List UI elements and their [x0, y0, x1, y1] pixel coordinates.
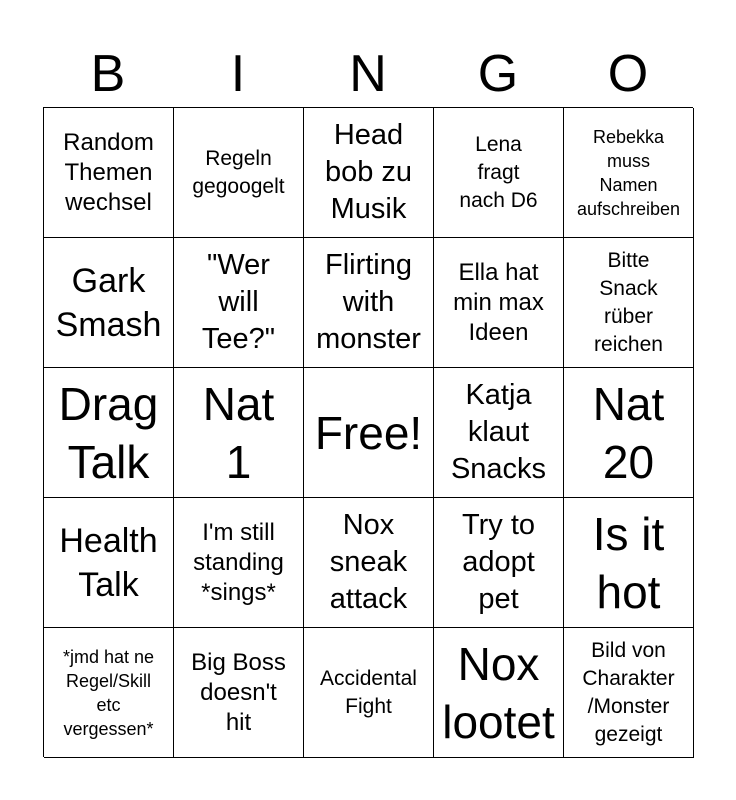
cell-label: *jmd hat ne Regel/Skill etc vergessen* — [62, 646, 155, 739]
cell-label: Nox lootet — [442, 637, 555, 748]
bingo-cell[interactable] — [564, 108, 694, 238]
cell-label: Nat 20 — [592, 377, 665, 488]
bingo-cell[interactable] — [434, 108, 564, 238]
bingo-cell[interactable] — [564, 368, 694, 498]
cell-label: Gark Smash — [55, 261, 162, 344]
cell-label: Katja klaut Snacks — [450, 379, 547, 485]
cell-label: Bitte Snack rüber reichen — [594, 248, 663, 356]
header-letter-n: N — [349, 45, 387, 103]
bingo-cell[interactable] — [174, 238, 304, 368]
header-letter-i: I — [230, 45, 246, 103]
cell-label: Lena fragt nach D6 — [459, 132, 538, 212]
cell-label: Big Boss doesn't hit — [191, 648, 286, 736]
bingo-cell[interactable] — [174, 498, 304, 628]
cell-label: Free! — [314, 406, 423, 459]
bingo-cell[interactable] — [304, 108, 434, 238]
header-letter-b: B — [90, 45, 126, 103]
bingo-cell[interactable] — [174, 628, 304, 758]
bingo-cell[interactable] — [174, 368, 304, 498]
cell-label: Regeln gegoogelt — [192, 146, 285, 198]
cell-label: Drag Talk — [58, 377, 159, 488]
header-letter-g: G — [477, 45, 519, 103]
bingo-cell[interactable] — [44, 108, 174, 238]
cell-label: Nox sneak attack — [329, 509, 408, 615]
free-space-cell[interactable] — [304, 368, 434, 498]
cell-label: Accidental Fight — [320, 666, 417, 718]
bingo-cell[interactable] — [304, 498, 434, 628]
bingo-header — [43, 40, 693, 108]
cell-label: Head bob zu Musik — [324, 119, 413, 225]
bingo-cell[interactable] — [564, 498, 694, 628]
header-letter-o: O — [607, 45, 649, 103]
bingo-cell[interactable] — [564, 238, 694, 368]
cell-label: Flirting with monster — [316, 249, 421, 355]
cell-label: I'm still standing *sings* — [193, 518, 284, 606]
cell-label: Bild von Charakter /Monster gezeigt — [582, 638, 675, 746]
bingo-cell[interactable] — [44, 498, 174, 628]
bingo-cell[interactable] — [44, 628, 174, 758]
bingo-cell[interactable] — [434, 238, 564, 368]
bingo-cell[interactable] — [304, 238, 434, 368]
bingo-board — [43, 107, 693, 757]
cell-label: Random Themen wechsel — [63, 128, 154, 216]
bingo-cell[interactable] — [304, 628, 434, 758]
cell-label: Nat 1 — [202, 377, 275, 488]
bingo-cell[interactable] — [44, 368, 174, 498]
cell-label: Try to adopt pet — [461, 509, 536, 615]
bingo-cell[interactable] — [44, 238, 174, 368]
cell-label: Is it hot — [592, 507, 665, 618]
cell-label: Ella hat min max Ideen — [453, 258, 544, 346]
cell-label: Health Talk — [59, 521, 158, 604]
bingo-cell[interactable] — [564, 628, 694, 758]
bingo-cell[interactable] — [434, 628, 564, 758]
cell-label: "Wer will Tee?" — [201, 249, 276, 355]
bingo-cell[interactable] — [434, 498, 564, 628]
bingo-cell[interactable] — [434, 368, 564, 498]
cell-label: Rebekka muss Namen aufschreiben — [576, 126, 681, 219]
bingo-cell[interactable] — [174, 108, 304, 238]
